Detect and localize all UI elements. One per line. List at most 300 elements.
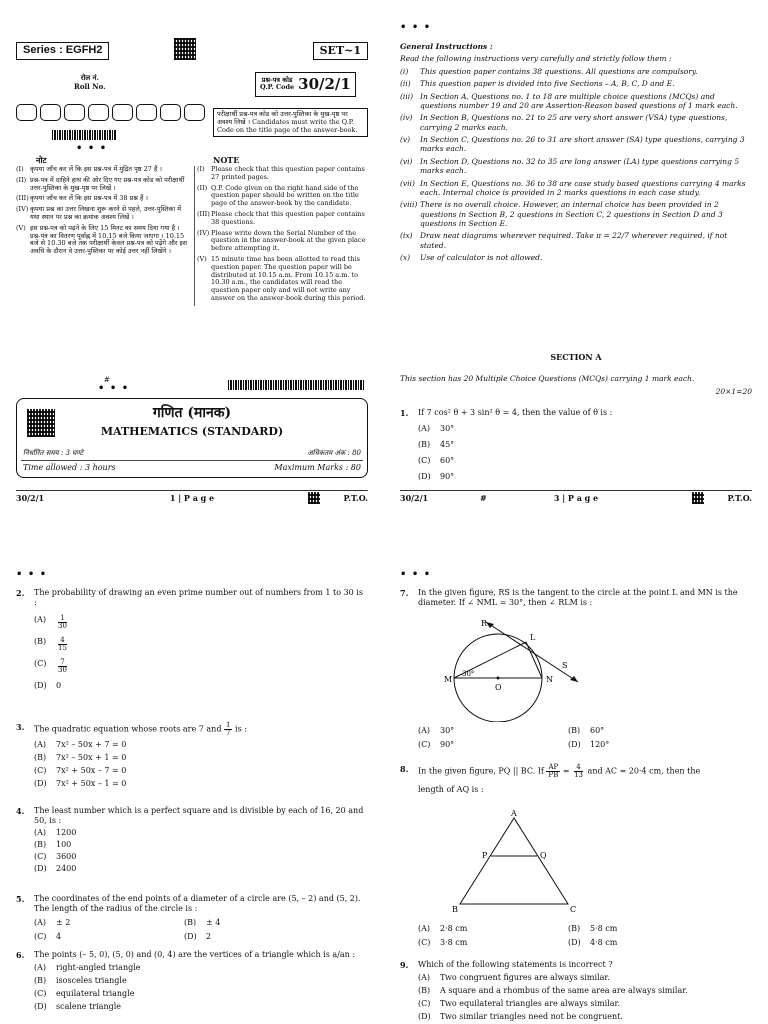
answer-option[interactable] <box>34 989 368 999</box>
roll-number-label <box>74 74 106 92</box>
label-c: C <box>570 905 577 914</box>
option-text: Two similar triangles need not be congruent. <box>440 1012 623 1021</box>
option-letter: (D) <box>418 1012 431 1021</box>
option-letter: (A) <box>418 424 431 433</box>
note-text: 15 minute time has been allotted to read this question paper. The question paper will be distributed at 10.15 a.m. From 10.15 a.m. to 10.30 a.m., the candidates will read the question paper only and will not write any answer on the answer-book during this period. <box>211 254 366 302</box>
general-instructions <box>400 42 752 263</box>
option-text: 90° <box>440 472 455 481</box>
option-text: 30° <box>440 726 455 735</box>
option-letter: (B) <box>34 637 47 646</box>
bullet-dots: • • • <box>16 569 48 580</box>
roll-digit-box[interactable] <box>136 104 157 121</box>
option-text: 100 <box>56 840 72 849</box>
section-note: This section has 20 Multiple Choice Questions (MCQs) carrying 1 mark each. <box>400 374 695 383</box>
instruction-text: In Section E, Questions no. 36 to 38 are case study based questions carrying 4 marks each. Internal choice is provided in 2 marks questions in each case study. <box>420 178 746 197</box>
instruction-number: (ix) <box>400 231 413 241</box>
option-text: ± 4 <box>206 918 221 927</box>
answer-option[interactable] <box>34 864 368 874</box>
label-m: M <box>444 675 453 684</box>
question-number: 2. <box>16 588 25 598</box>
instruction-item <box>400 253 752 262</box>
time-allowed-hindi: निर्धारित समय : 3 घण्टे <box>23 449 84 457</box>
instruction-item <box>400 67 752 76</box>
option-letter: (D) <box>568 938 581 947</box>
question-5 <box>16 894 368 942</box>
answer-option[interactable] <box>418 456 752 466</box>
roll-digit-box[interactable] <box>88 104 109 121</box>
option-letter: (C) <box>418 938 431 947</box>
instruction-text: In Section A, Questions no. 1 to 18 are multiple choice questions (MCQs) and questions number 19 and 20 are Assertion-Reason based questions of 1 mark each. <box>420 91 738 110</box>
note-text: कृपया जाँच कर लें कि इस प्रश्न-पत्र में मुद्रित पृष्ठ 27 हैं । <box>30 165 162 173</box>
time-allowed-english: Time allowed : 3 hours <box>23 463 116 472</box>
option-text: A square and a rhombus of the same area are always similar. <box>440 986 688 995</box>
answer-option[interactable] <box>34 766 368 776</box>
roll-digit-box[interactable] <box>64 104 85 121</box>
option-letter: (B) <box>184 918 197 927</box>
note-number: (III) <box>197 209 210 218</box>
option-text: 60° <box>590 726 605 735</box>
qp-code-label <box>260 77 294 91</box>
answer-option[interactable] <box>418 938 568 948</box>
answer-option[interactable] <box>34 637 368 652</box>
bullet-dots: • • • <box>76 143 108 154</box>
question-text: The least number which is a perfect square and is divisible by each of 16, 20 and 50, is : <box>34 806 364 825</box>
bullet-dots: • • • <box>98 383 130 394</box>
note-number: (V) <box>16 223 26 232</box>
answer-option[interactable] <box>34 659 368 674</box>
subject-title-english: MATHEMATICS (STANDARD) <box>100 425 284 438</box>
page-4-questions <box>384 512 768 1024</box>
qr-code-icon <box>692 492 704 504</box>
answer-option[interactable] <box>418 924 568 934</box>
note-number: (V) <box>197 254 207 263</box>
option-text: 4·8 cm <box>590 938 618 947</box>
option-letter: (C) <box>34 766 47 775</box>
option-letter: (D) <box>34 779 47 788</box>
arrow-head-icon <box>486 622 494 628</box>
question-number: 5. <box>16 894 25 904</box>
answer-option[interactable] <box>418 986 752 996</box>
option-text: 0 <box>56 681 62 690</box>
note-item <box>16 225 192 256</box>
subject-box <box>16 398 368 478</box>
option-letter: (D) <box>34 1002 47 1011</box>
option-text: 7x² – 50x + 1 = 0 <box>56 753 127 762</box>
question-text <box>34 722 368 737</box>
question-number: 1. <box>400 408 409 418</box>
chord-line-2 <box>526 642 542 678</box>
question-number: 6. <box>16 950 25 960</box>
note-number: (II) <box>16 175 27 184</box>
option-letter: (B) <box>34 753 47 762</box>
page-footer <box>16 490 368 504</box>
option-letter: (B) <box>568 726 581 735</box>
fraction-numerator: 4 <box>576 763 581 771</box>
answer-option[interactable] <box>568 938 718 948</box>
section-heading: SECTION A <box>550 352 602 362</box>
instruction-number: (v) <box>400 135 411 144</box>
fraction-denominator: 30 <box>58 622 67 630</box>
note-text: Please check that this question paper contains 27 printed pages. <box>211 165 365 181</box>
bullet-dots: • • • <box>400 569 432 580</box>
qr-code-icon <box>308 492 320 504</box>
qr-code-icon <box>174 38 196 60</box>
angle-label: 30° <box>462 670 475 678</box>
instruction-item <box>400 231 752 250</box>
answer-option[interactable] <box>418 999 752 1009</box>
fraction <box>224 722 232 737</box>
question-4 <box>16 806 368 874</box>
option-letter: (A) <box>34 740 47 749</box>
option-text: 120° <box>590 740 610 749</box>
roll-label-english: Roll No. <box>74 81 106 91</box>
option-text: 2400 <box>56 864 77 873</box>
note-text: Please check that this question paper contains 38 questions. <box>211 209 365 226</box>
note-item <box>16 177 192 193</box>
answer-option[interactable] <box>418 973 752 983</box>
question-text-part: In the given figure, PQ || BC. If <box>418 766 544 776</box>
option-text: 45° <box>440 440 455 449</box>
fraction-denominator: 13 <box>574 771 583 779</box>
answer-option[interactable] <box>34 828 368 838</box>
option-text: 30° <box>440 424 455 433</box>
circle-tangent-figure <box>408 612 608 722</box>
option-letter: (A) <box>34 918 47 927</box>
question-text: In the given figure, RS is the tangent to the circle at the point L and MN is the diameter. If ∠ NML = 30°, then ∠ RLM is : <box>418 588 738 607</box>
note-item <box>16 166 192 174</box>
note-text: कृपया प्रश्न का उत्तर लिखना शुरू करने से पहले, उत्तर-पुस्तिका में यथा स्थान पर प्रश्न का क्रमांक अवश्य लिखें । <box>30 205 181 221</box>
option-letter: (C) <box>34 852 47 861</box>
question-8-options <box>400 920 752 948</box>
footer-page-number: 1 | P a g e <box>169 492 215 503</box>
instruction-item <box>400 157 752 176</box>
instruction-number: (x) <box>400 253 411 263</box>
question-text-part: is : <box>235 724 247 734</box>
question-number: 9. <box>400 960 409 970</box>
fraction-numerator: 4 <box>60 636 65 644</box>
max-marks-hindi: अधिकतम अंक : 80 <box>307 449 361 457</box>
question-number: 8. <box>400 764 409 774</box>
fraction-numerator: AP <box>548 763 559 771</box>
question-text: Which of the following statements is incorrect ? <box>418 960 613 969</box>
question-3 <box>16 722 368 789</box>
question-1 <box>400 408 752 482</box>
question-number: 7. <box>400 588 409 598</box>
page-footer <box>400 490 752 504</box>
option-letter: (B) <box>418 986 431 995</box>
note-item <box>197 166 368 182</box>
instruction-item <box>400 79 752 88</box>
note-item <box>197 185 368 208</box>
note-text: Please write down the Serial Number of the question in the answer-book at the given place before attempting it. <box>211 228 366 253</box>
note-item <box>197 230 368 253</box>
option-letter: (B) <box>34 840 47 849</box>
instruction-number: (i) <box>400 66 409 76</box>
instruction-number: (vi) <box>400 156 413 166</box>
option-letter: (A) <box>418 726 431 735</box>
question-text-part: The quadratic equation whose roots are 7 and <box>34 724 222 734</box>
option-letter: (D) <box>34 864 47 873</box>
option-letter: (C) <box>34 989 47 998</box>
answer-option[interactable] <box>34 932 184 942</box>
option-letter: (B) <box>568 924 581 933</box>
label-r: R <box>481 619 488 628</box>
instruction-number: (viii) <box>400 200 418 210</box>
footer-page-number: 3 | P a g e <box>553 492 599 503</box>
question-text: The coordinates of the end points of a diameter of a circle are (5, – 2) and (5, 2). The length of the radius of the circle is : <box>34 894 361 913</box>
question-text: If 7 cos² θ + 3 sin² θ = 4, then the value of θ is : <box>418 408 613 417</box>
arrow-head-icon <box>570 676 578 682</box>
footer-code: 30/2/1 <box>16 492 45 503</box>
option-text: equilateral triangle <box>56 989 135 998</box>
option-letter: (C) <box>418 456 431 465</box>
fraction-numerator: 1 <box>226 721 231 729</box>
label-s: S <box>562 661 568 670</box>
option-letter: (B) <box>34 976 47 985</box>
option-text: scalene triangle <box>56 1002 122 1011</box>
label-p: P <box>482 851 488 860</box>
instruction-text: There is no overall choice. However, an internal choice has been provided in 2 questions in Section B, 2 questions in Section C, 2 questions in Section D and 3 questions in Section E. <box>420 200 723 228</box>
roll-digit-box[interactable] <box>40 104 61 121</box>
answer-option[interactable] <box>418 726 568 736</box>
barcode-icon <box>228 380 364 390</box>
qp-code-instruction-box: परीक्षार्थी प्रश्न-पत्र कोड को उत्तर-पुस्तिका के मुख-पृष्ठ पर अवश्य लिखें । Candidates must write the Q.P. Code on the title page of the answer-book. <box>213 108 368 137</box>
answer-option[interactable] <box>34 740 368 750</box>
notes-hindi <box>16 166 192 259</box>
option-letter: (A) <box>418 973 431 982</box>
instruction-text: This question paper contains 38 questions. All questions are compulsory. <box>420 66 698 76</box>
bullet-dots: • • • <box>400 22 432 33</box>
answer-option[interactable] <box>418 740 568 750</box>
footer-hash: # <box>480 492 487 503</box>
fraction-denominator: 7 <box>226 729 231 737</box>
fraction <box>546 764 560 779</box>
question-number: 3. <box>16 722 25 732</box>
option-text: isosceles triangle <box>56 976 127 985</box>
answer-option[interactable] <box>34 753 368 763</box>
qp-code-value: 30/2/1 <box>298 75 351 93</box>
question-7 <box>400 588 752 608</box>
divider <box>21 460 363 461</box>
note-number: (IV) <box>16 205 29 214</box>
option-letter: (C) <box>34 932 47 941</box>
label-a: A <box>511 809 517 818</box>
option-text: 90° <box>440 740 455 749</box>
option-letter: (A) <box>34 828 47 837</box>
series-label: Series : EGFH2 <box>16 42 109 60</box>
question-6 <box>16 950 368 1012</box>
instruction-item <box>400 113 752 132</box>
instruction-item <box>400 92 752 111</box>
center-point <box>497 677 500 680</box>
instruction-item <box>400 200 752 228</box>
instruction-item <box>400 179 752 198</box>
question-text-part: = <box>562 766 570 776</box>
fraction-numerator: 1 <box>60 614 65 622</box>
instruction-text: Draw neat diagrams wherever required. Take π = 22/7 wherever required, if not stated. <box>420 231 728 250</box>
instruction-text: Use of calculator is not allowed. <box>420 253 543 263</box>
fraction <box>56 615 69 630</box>
option-letter: (B) <box>418 440 431 449</box>
option-text: 7x² + 50x – 7 = 0 <box>56 766 127 775</box>
footer-code: 30/2/1 <box>400 492 429 503</box>
note-item <box>16 195 192 203</box>
answer-option[interactable] <box>34 976 368 986</box>
option-letter: (A) <box>34 963 47 972</box>
note-item <box>197 256 368 303</box>
question-text: The points (– 5, 0), (5, 0) and (0, 4) are the vertices of a triangle which is a/an : <box>34 950 356 959</box>
max-marks-english: Maximum Marks : 80 <box>274 463 361 472</box>
label-b: B <box>452 905 458 914</box>
qp-label-hindi: प्रश्न-पत्र कोड <box>261 76 293 85</box>
answer-option[interactable] <box>34 963 368 973</box>
question-7-options <box>400 722 752 750</box>
option-text: Two equilateral triangles are always similar. <box>440 999 620 1008</box>
instructions-list <box>400 67 752 263</box>
question-2 <box>16 588 368 691</box>
tangent-line <box>486 622 578 682</box>
option-letter: (C) <box>34 659 47 668</box>
instruction-number: (iv) <box>400 113 413 123</box>
question-text: The probability of drawing an even prime number out of numbers from 1 to 30 is : <box>34 588 363 607</box>
option-text: 7x² + 50x – 1 = 0 <box>56 779 127 788</box>
instruction-number: (ii) <box>400 79 411 89</box>
option-letter: (A) <box>418 924 431 933</box>
note-text: प्रश्न-पत्र में दाहिने हाथ की ओर दिए गए प्रश्न-पत्र कोड को परीक्षार्थी उत्तर-पुस्तिका के मुख-पृष्ठ पर लिखें । <box>30 175 185 192</box>
label-o: O <box>495 683 502 692</box>
instruction-text: In Section B, Questions no. 21 to 25 are very short answer (VSA) type questions, carrying 2 marks each. <box>420 113 728 132</box>
section-marks: 20×1=20 <box>715 387 752 396</box>
fraction <box>56 659 69 674</box>
triangle-figure <box>444 808 584 918</box>
answer-option[interactable] <box>568 740 718 750</box>
option-text: 3·8 cm <box>440 938 468 947</box>
option-text: Two congruent figures are always similar. <box>440 973 610 982</box>
answer-option[interactable] <box>34 779 368 789</box>
answer-option[interactable] <box>34 918 184 928</box>
note-number: (IV) <box>197 228 210 237</box>
question-text-part: length of AQ is : <box>418 785 484 794</box>
option-text: 5·8 cm <box>590 924 618 933</box>
page-3-questions <box>0 512 384 1024</box>
option-letter: (D) <box>568 740 581 749</box>
footer-pto: P.T.O. <box>343 492 368 503</box>
option-letter: (D) <box>184 932 197 941</box>
answer-option[interactable] <box>34 615 368 630</box>
instructions-intro: Read the following instructions very carefully and strictly follow them : <box>400 54 672 64</box>
option-text: ± 2 <box>56 918 71 927</box>
fraction-denominator: PB <box>548 771 559 779</box>
answer-option[interactable] <box>34 840 368 850</box>
fraction-numerator: 7 <box>60 658 65 666</box>
note-number: (I) <box>197 165 205 173</box>
instruction-text: In Section D, Questions no. 32 to 35 are long answer (LA) type questions carrying 5 marks each. <box>420 156 740 176</box>
answer-option[interactable] <box>418 424 752 434</box>
qp-label-english: Q.P. Code <box>260 83 295 92</box>
option-text: 1200 <box>56 828 77 837</box>
option-text: right-angled triangle <box>56 963 141 972</box>
triangle-shape <box>460 818 568 904</box>
option-letter: (D) <box>418 472 431 481</box>
roll-digit-box[interactable] <box>184 104 205 121</box>
note-item <box>16 206 192 222</box>
option-letter: (D) <box>34 681 47 690</box>
question-text <box>418 764 752 779</box>
answer-option[interactable] <box>34 852 368 862</box>
question-9 <box>400 960 752 1022</box>
question-text-part: and AC = 20·4 cm, then the <box>587 766 701 776</box>
option-text: 60° <box>440 456 455 465</box>
option-letter: (C) <box>418 999 431 1008</box>
instructions-title: General Instructions : <box>400 42 493 51</box>
answer-option[interactable] <box>184 918 334 928</box>
footer-pto: P.T.O. <box>727 492 752 503</box>
answer-option[interactable] <box>568 924 718 934</box>
roll-number-boxes <box>16 104 205 121</box>
answer-option[interactable] <box>34 681 368 691</box>
note-text: इस प्रश्न-पत्र को पढ़ने के लिए 15 मिनट का समय दिया गया है । प्रश्न-पत्र का वितरण पूर्वाह्न में 10.15 बजे किया जाएगा । 10.15 बजे से 10.30 बजे तक परीक्षार्थी केवल प्रश्न-पत्र को पढ़ेंगे और इस अवधि के दौरान वे उत्तर-पुस्तिका पर कोई उत्तर नहीं लिखेंगे । <box>30 223 188 256</box>
option-text: 2·8 cm <box>440 924 468 933</box>
answer-option[interactable] <box>34 1002 368 1012</box>
qp-code-box <box>255 72 356 97</box>
note-text: कृपया जाँच कर लें कि इस प्रश्न-पत्र में 38 प्रश्न हैं । <box>30 194 148 203</box>
page-3 <box>384 0 768 512</box>
answer-option[interactable] <box>568 726 718 736</box>
subject-title-hindi: गणित (मानक) <box>152 405 232 421</box>
roll-digit-box[interactable] <box>112 104 133 121</box>
page-1 <box>0 0 384 512</box>
instruction-text: This question paper is divided into five Sections – A, B, C, D and E. <box>420 79 675 89</box>
note-heading-english: NOTE <box>213 155 240 165</box>
roll-digit-box[interactable] <box>16 104 37 121</box>
fraction <box>572 764 585 779</box>
note-text: Q.P. Code given on the right hand side of the question paper should be written on the title page of the answer-book by the candidate. <box>211 183 359 208</box>
note-number: (II) <box>197 183 208 192</box>
roll-digit-box[interactable] <box>160 104 181 121</box>
notes-english <box>194 166 368 306</box>
question-8 <box>400 764 752 795</box>
roll-label-hindi: रोल नं. <box>80 73 99 82</box>
instruction-text: In Section C, Questions no. 26 to 31 are short answer (SA) type questions, carrying 3 marks each. <box>420 135 745 154</box>
fraction-denominator: 30 <box>58 666 67 674</box>
hash-mark: # <box>104 376 110 384</box>
fraction <box>56 637 69 652</box>
option-letter: (A) <box>34 615 47 624</box>
instruction-number: (iii) <box>400 91 414 101</box>
note-heading-hindi: नोट <box>36 155 47 165</box>
option-text: 7x² – 50x + 7 = 0 <box>56 740 127 749</box>
answer-option[interactable] <box>418 472 752 482</box>
note-number: (I) <box>16 165 24 173</box>
note-item <box>197 211 368 227</box>
question-number: 4. <box>16 806 25 816</box>
label-n: N <box>546 675 553 684</box>
fraction-denominator: 15 <box>58 644 67 652</box>
note-number: (III) <box>16 194 29 203</box>
option-letter: (C) <box>418 740 431 749</box>
set-label: SET~1 <box>313 42 368 60</box>
instruction-item <box>400 135 752 154</box>
instruction-number: (vii) <box>400 178 415 188</box>
label-q: Q <box>540 851 547 860</box>
option-text: 4 <box>56 932 62 941</box>
answer-option[interactable] <box>418 440 752 450</box>
option-text: 2 <box>206 932 212 941</box>
answer-option[interactable] <box>184 932 334 942</box>
answer-option[interactable] <box>418 1012 752 1022</box>
label-l: L <box>530 633 536 642</box>
barcode-icon <box>52 130 116 140</box>
